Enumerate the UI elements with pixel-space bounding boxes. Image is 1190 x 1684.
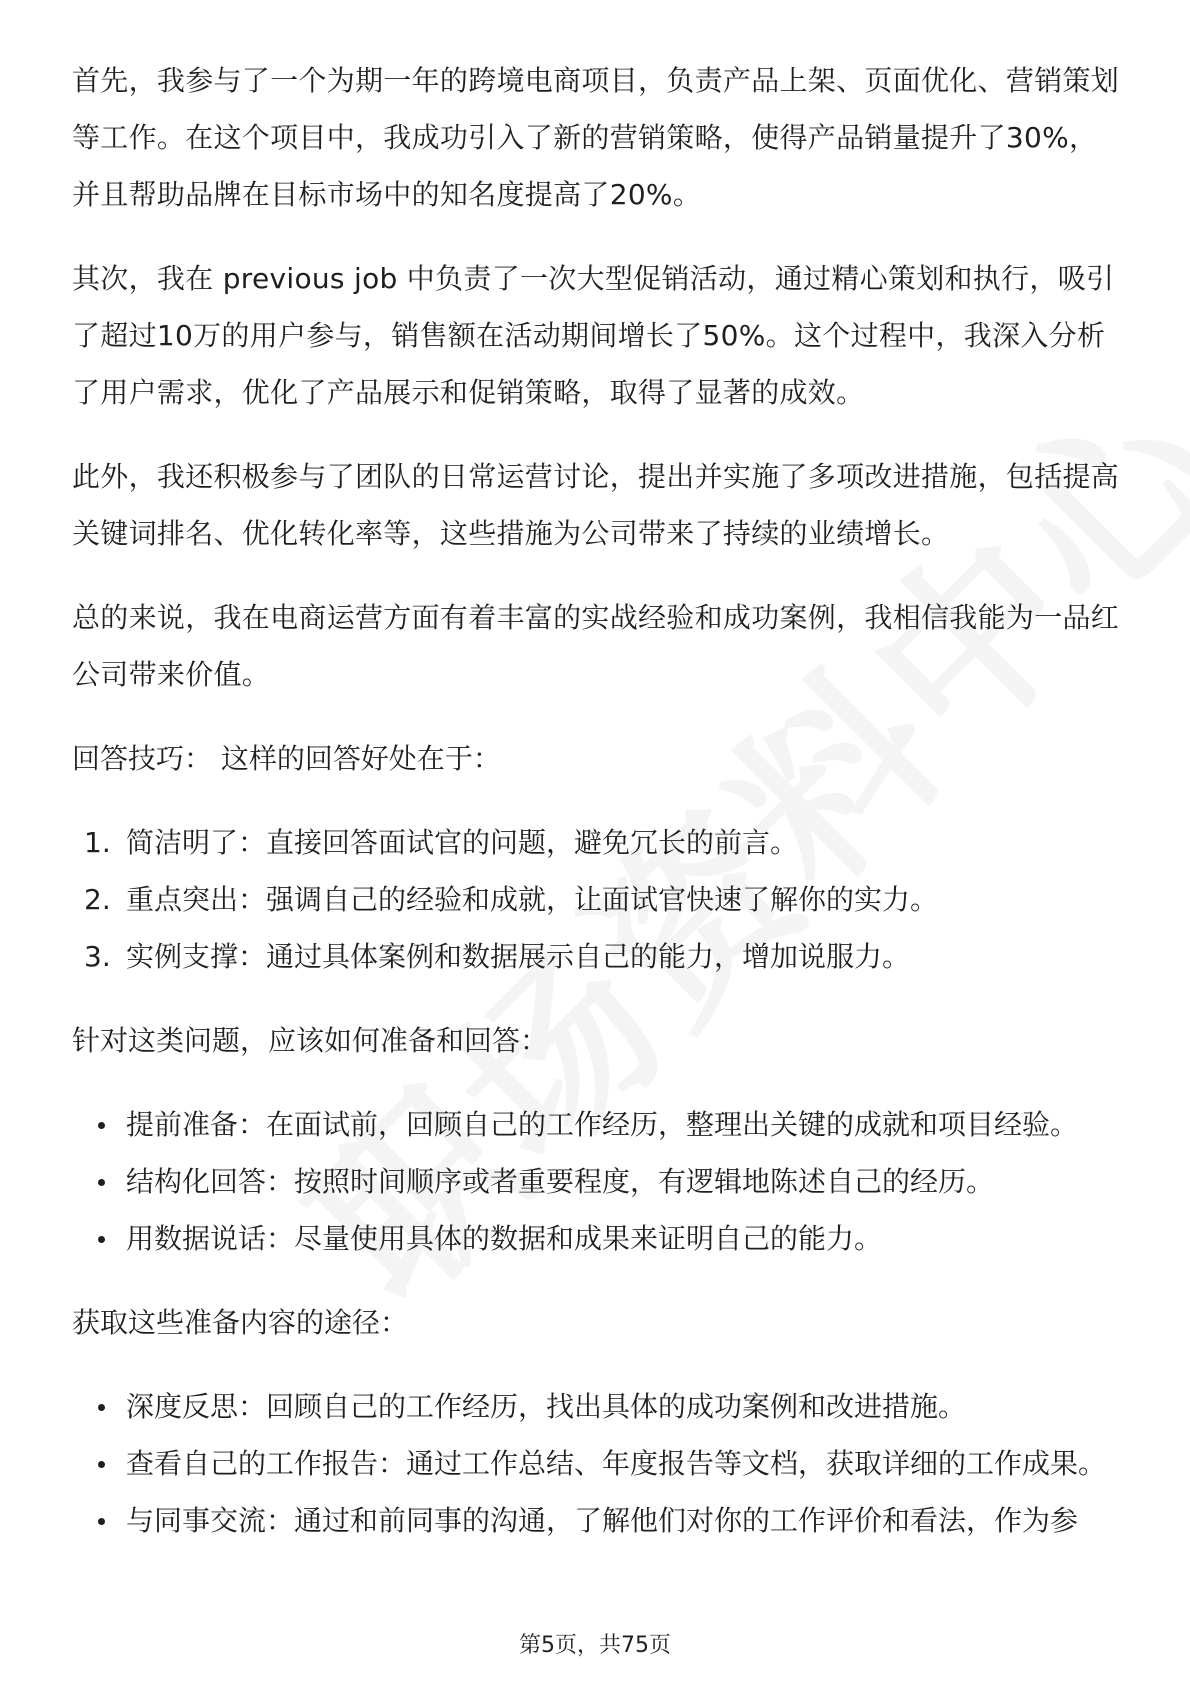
tips-list xyxy=(72,814,1122,985)
bullet-icon xyxy=(98,1122,105,1129)
list-item xyxy=(72,814,1122,871)
list-item-text: 用数据说话：尽量使用具体的数据和成果来证明自己的能力。 xyxy=(126,1222,883,1255)
list-item-number: 1. xyxy=(84,826,111,859)
list-item-number: 3. xyxy=(84,940,111,973)
list-item xyxy=(72,1210,1122,1267)
paragraph-2: 其次，我在 previous job 中负责了一次大型促销活动，通过精心策划和执行，吸引了超过10万的用户参与，销售额在活动期间增长了50%。这个过程中，我深入分析了用户需求，优化了产品展示和促销策略，取得了显著的成效。 xyxy=(72,262,1115,409)
list-item-text: 提前准备：在面试前，回顾自己的工作经历，整理出关键的成就和项目经验。 xyxy=(126,1108,1079,1141)
prepare-list xyxy=(72,1096,1122,1267)
paragraph-4: 总的来说，我在电商运营方面有着丰富的实战经验和成功案例，我相信我能为一品红公司带来价值。 xyxy=(72,601,1120,691)
list-item xyxy=(72,1492,1122,1549)
paragraph-1: 首先，我参与了一个为期一年的跨境电商项目，负责产品上架、页面优化、营销策划等工作。在这个项目中，我成功引入了新的营销策略，使得产品销量提升了30%，并且帮助品牌在目标市场中的知名度提高了20%。 xyxy=(72,64,1120,211)
bullet-icon xyxy=(98,1179,105,1186)
list-item-text: 实例支撑：通过具体案例和数据展示自己的能力，增加说服力。 xyxy=(126,940,911,973)
sources-list xyxy=(72,1378,1122,1549)
bullet-icon xyxy=(98,1236,105,1243)
paragraph-3: 此外，我还积极参与了团队的日常运营讨论，提出并实施了多项改进措施，包括提高关键词排名、优化转化率等，这些措施为公司带来了持续的业绩增长。 xyxy=(72,460,1120,550)
tips-title: 回答技巧： 这样的回答好处在于： xyxy=(72,742,501,775)
list-item-text: 结构化回答：按照时间顺序或者重要程度，有逻辑地陈述自己的经历。 xyxy=(126,1165,995,1198)
bullet-icon xyxy=(98,1404,105,1411)
bullet-icon xyxy=(98,1518,105,1525)
list-item-text: 深度反思：回顾自己的工作经历，找出具体的成功案例和改进措施。 xyxy=(126,1390,967,1423)
list-item xyxy=(72,1153,1122,1210)
list-item xyxy=(72,1096,1122,1153)
list-item-text: 与同事交流：通过和前同事的沟通，了解他们对你的工作评价和看法，作为参 xyxy=(126,1504,1079,1537)
page-number: 第5页，共75页 xyxy=(519,1633,671,1658)
document-body xyxy=(72,52,1122,1576)
list-item-text: 查看自己的工作报告：通过工作总结、年度报告等文档，获取详细的工作成果。 xyxy=(126,1447,1107,1480)
list-item xyxy=(72,871,1122,928)
list-item xyxy=(72,1378,1122,1435)
list-item-text: 重点突出：强调自己的经验和成就，让面试官快速了解你的实力。 xyxy=(126,883,939,916)
bullet-icon xyxy=(98,1461,105,1468)
list-item xyxy=(72,1435,1122,1492)
prepare-title: 针对这类问题，应该如何准备和回答： xyxy=(72,1024,549,1057)
list-item-number: 2. xyxy=(84,883,111,916)
list-item xyxy=(72,928,1122,985)
sources-title: 获取这些准备内容的途径： xyxy=(72,1306,409,1339)
list-item-text: 简洁明了：直接回答面试官的问题，避免冗长的前言。 xyxy=(126,826,799,859)
